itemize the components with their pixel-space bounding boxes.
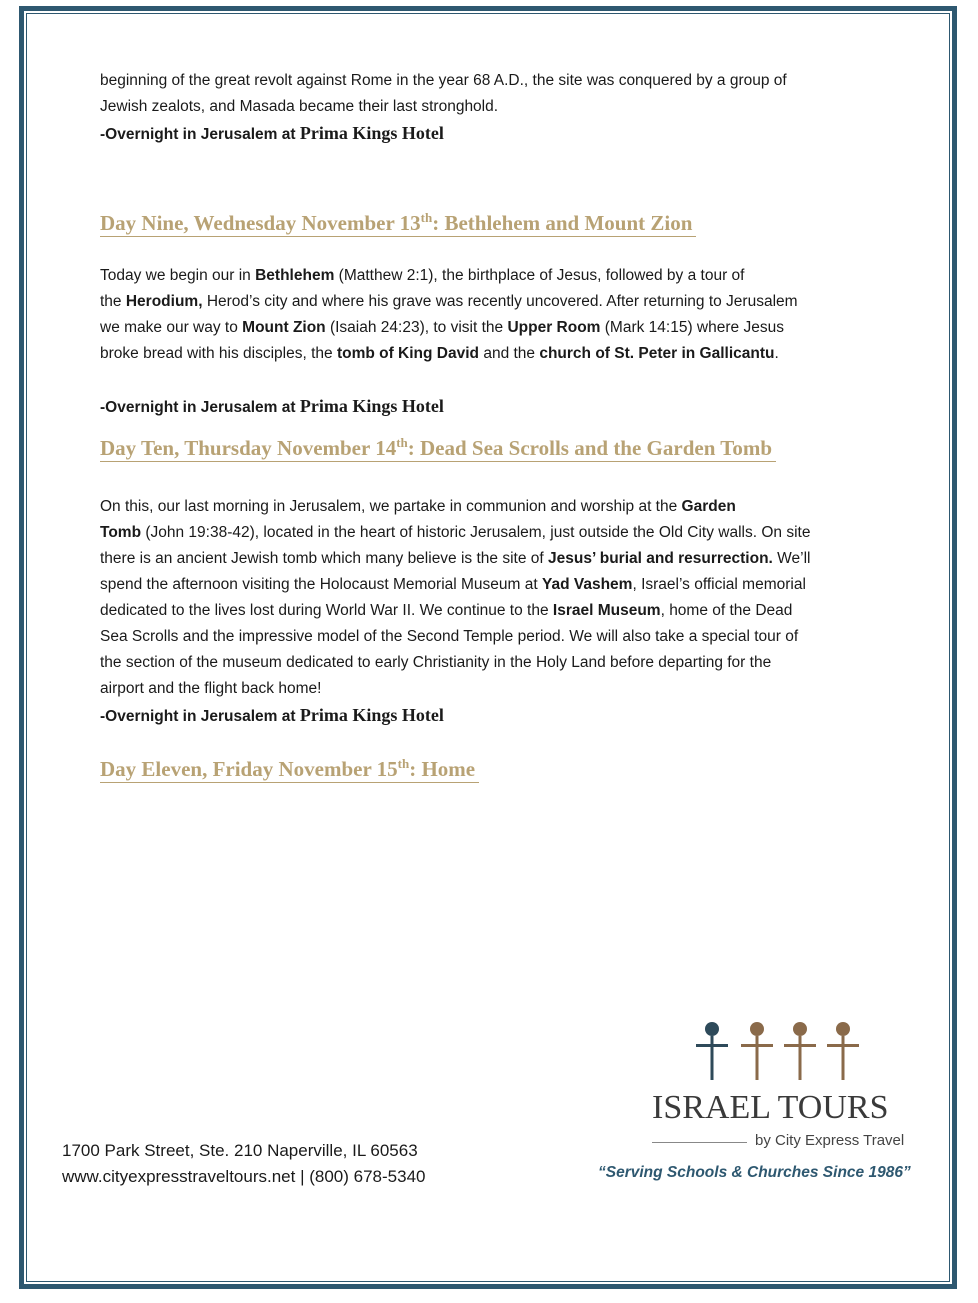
day-nine-paragraph: Today we begin our in Bethlehem (Matthew 2:1), the birthplace of Jesus, followed by a tour of the Herodium, Herod’s city and where his grave was recently uncovered. After returning to Jerusalem we make our way to Mount Zion (Isaiah 24:23), to visit the Upper Room (Mark 14:15) where Jesus broke bread with his disciples, the tomb of King David and the church of St. Peter in Gallicantu. <box>100 267 798 362</box>
cross-figure-2-icon <box>741 1022 773 1080</box>
logo-tagline: “Serving Schools & Churches Since 1986” <box>598 1164 911 1181</box>
hotel-name: Prima Kings Hotel <box>299 396 444 416</box>
street-address: 1700 Park Street, Ste. 210 Naperville, IL 60563 <box>62 1141 418 1160</box>
footer-address-block <box>62 1138 425 1190</box>
day-nine-heading: Day Nine, Wednesday November 13th: Bethlehem and Mount Zion <box>100 210 696 237</box>
israel-tours-logo <box>598 1018 911 1188</box>
day-ten-heading: Day Ten, Thursday November 14th: Dead Sea Scrolls and the Garden Tomb <box>100 435 776 462</box>
day-eleven-heading: Day Eleven, Friday November 15th: Home <box>100 756 479 783</box>
overnight-note: -Overnight in Jerusalem at Prima Kings Hotel <box>100 705 444 725</box>
cross-figures-icon <box>640 1018 910 1088</box>
logo-subtitle: by City Express Travel <box>755 1132 905 1149</box>
itinerary-content <box>100 68 880 785</box>
cross-figure-1-icon <box>696 1022 728 1080</box>
cross-figure-4-icon <box>827 1022 859 1080</box>
intro-paragraph: beginning of the great revolt against Rome in the year 68 A.D., the site was conquered by a group of Jewish zealots, and Masada became their last stronghold. <box>100 72 787 115</box>
day-ten-paragraph: On this, our last morning in Jerusalem, we partake in communion and worship at the Garden Tomb (John 19:38-42), located in the heart of historic Jerusalem, just outside the Old City walls. On site there is an ancient Jewish tomb which many believe is the site of Jesus’ burial and resurrection. We’ll spend the afternoon visiting the Holocaust Memorial Museum at Yad Vashem, Israel’s official memorial dedicated to the lives lost during World War II. We continue to the Israel Museum, home of the Dead Sea Scrolls and the impressive model of the Second Temple period. We will also take a special tour of the section of the museum dedicated to early Christianity in the Holy Land before departing for the airport and the flight back home! <box>100 498 811 697</box>
logo-title: ISRAEL TOURS <box>652 1089 889 1126</box>
website-phone: www.cityexpresstraveltours.net | (800) 678-5340 <box>62 1167 426 1186</box>
cross-figure-3-icon <box>784 1022 816 1080</box>
hotel-name: Prima Kings Hotel <box>299 123 444 143</box>
logo-divider <box>652 1142 747 1143</box>
overnight-note: -Overnight in Jerusalem at Prima Kings Hotel <box>100 396 444 416</box>
hotel-name: Prima Kings Hotel <box>299 705 444 725</box>
overnight-note: -Overnight in Jerusalem at Prima Kings Hotel <box>100 123 444 143</box>
